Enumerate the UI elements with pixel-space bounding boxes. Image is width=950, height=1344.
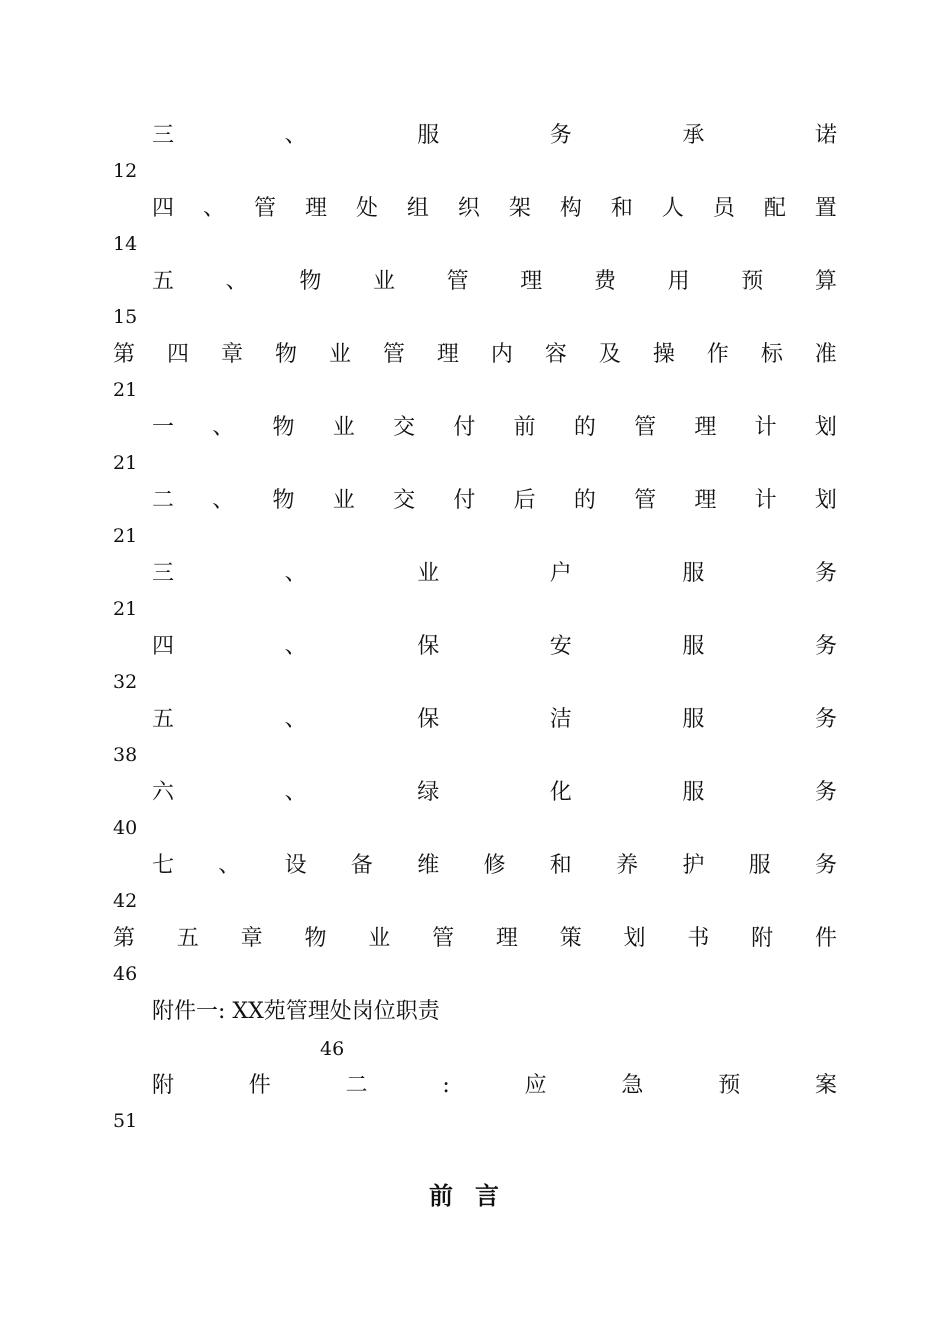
toc-title-char: 管 <box>253 196 276 221</box>
toc-entry-title <box>152 118 837 154</box>
toc-title-char: 服 <box>682 780 705 805</box>
toc-title-char: 保 <box>417 707 440 732</box>
toc-title-char: 诺 <box>814 123 837 148</box>
toc-title-char: 务 <box>814 780 837 805</box>
toc-title-char: 六 <box>152 780 175 805</box>
toc-title-char: 物 <box>272 415 295 440</box>
toc-title-char: 绿 <box>417 780 440 805</box>
toc-entry-title <box>152 1068 837 1104</box>
toc-title-char: 修 <box>483 853 506 878</box>
toc-title-char: 预 <box>741 269 764 294</box>
toc-title-char: 案 <box>814 1073 837 1098</box>
toc-title-char: 和 <box>610 196 633 221</box>
toc-title-char: 交 <box>393 488 416 513</box>
toc-title-char: 前 <box>513 415 536 440</box>
toc-title-char: 二 <box>152 488 175 513</box>
toc-title-char: 附 <box>751 926 774 951</box>
toc-title-char: 内 <box>490 342 513 367</box>
toc-title-char: 服 <box>748 853 771 878</box>
toc-title-char: 章 <box>220 342 243 367</box>
toc-title-char: 安 <box>549 634 572 659</box>
toc-title-char: 理 <box>495 926 518 951</box>
toc-title-char: 人 <box>661 196 684 221</box>
toc-line <box>0 337 950 401</box>
toc-page-number: 40 <box>113 817 138 839</box>
toc-title-char: 、 <box>212 415 235 440</box>
toc-page-number: 38 <box>113 744 138 766</box>
toc-title-char: 五 <box>152 707 175 732</box>
toc-entry-title <box>152 556 837 592</box>
toc-title-char: 理 <box>436 342 459 367</box>
toc-title-char: 、 <box>284 707 307 732</box>
toc-title-char: 划 <box>814 488 837 513</box>
toc-title-char: 四 <box>166 342 189 367</box>
toc-title-char: 管 <box>634 488 657 513</box>
toc-title-char: 户 <box>549 561 572 586</box>
toc-title-char: 组 <box>406 196 429 221</box>
toc-title-char: 设 <box>284 853 307 878</box>
toc-title-char: 业 <box>328 342 351 367</box>
toc-title-char: 、 <box>284 123 307 148</box>
toc-title-char: 付 <box>453 415 476 440</box>
toc-entry-title <box>152 410 837 446</box>
toc-title-char: 算 <box>814 269 837 294</box>
toc-line <box>0 629 950 693</box>
toc-title-char: 、 <box>202 196 225 221</box>
preface-heading: 前言 <box>429 1182 521 1210</box>
toc-title-char: 费 <box>593 269 616 294</box>
toc-entry-title <box>152 775 837 811</box>
toc-title-char: 物 <box>299 269 322 294</box>
toc-title-char: 业 <box>372 269 395 294</box>
toc-title-char: 件 <box>248 1073 271 1098</box>
toc-page-number: 46 <box>113 963 138 985</box>
toc-title-char: 处 <box>355 196 378 221</box>
toc-title-char: 准 <box>814 342 837 367</box>
toc-title-char: : <box>442 1073 450 1098</box>
toc-page-number: 32 <box>113 671 138 693</box>
toc-title-char: 章 <box>240 926 263 951</box>
toc-title-char: 、 <box>212 488 235 513</box>
toc-title-char: 保 <box>417 634 440 659</box>
toc-page-number: 15 <box>113 306 138 328</box>
toc-title-char: 四 <box>152 634 175 659</box>
toc-title-char: 七 <box>152 853 175 878</box>
toc-title-char: 计 <box>754 415 777 440</box>
toc-page-number: 14 <box>113 233 138 255</box>
toc-page-number: 51 <box>113 1110 138 1132</box>
toc-title-char: 附 <box>152 1073 175 1098</box>
toc-line <box>0 118 950 182</box>
toc-title-char: 二 <box>345 1073 368 1098</box>
toc-title-char: 服 <box>417 123 440 148</box>
toc-title-char: 务 <box>814 707 837 732</box>
toc-title-char: 件 <box>814 926 837 951</box>
toc-title-char: 物 <box>272 488 295 513</box>
toc-page-number: 21 <box>113 598 138 620</box>
toc-line <box>0 556 950 620</box>
toc-title-char: 承 <box>682 123 705 148</box>
toc-title-char: 急 <box>621 1073 644 1098</box>
toc-title-char: 五 <box>152 269 175 294</box>
toc-entry-title <box>152 702 837 738</box>
toc-title-char: 务 <box>549 123 572 148</box>
toc-title-char: 管 <box>382 342 405 367</box>
toc-title-char: 交 <box>393 415 416 440</box>
toc-title-char: 业 <box>368 926 391 951</box>
toc-line <box>0 775 950 839</box>
toc-page-number: 12 <box>113 160 138 182</box>
toc-line <box>0 1068 950 1132</box>
toc-title-char: 理 <box>304 196 327 221</box>
toc-title-char: 理 <box>520 269 543 294</box>
toc-entry-title <box>113 337 837 373</box>
toc-title-char: 划 <box>814 415 837 440</box>
toc-title-char: 书 <box>687 926 710 951</box>
toc-title-char: 员 <box>712 196 735 221</box>
toc-title-char: 五 <box>176 926 199 951</box>
toc-title-char: 的 <box>573 488 596 513</box>
toc-line <box>0 264 950 328</box>
toc-title-char: 管 <box>446 269 469 294</box>
toc-line <box>0 921 950 985</box>
toc-title-char: 、 <box>218 853 241 878</box>
toc-title-char: 一 <box>152 415 175 440</box>
toc-title-char: 置 <box>814 196 837 221</box>
toc-line <box>0 702 950 766</box>
toc-title-char: 作 <box>706 342 729 367</box>
toc-line <box>0 483 950 547</box>
toc-title-char: 业 <box>417 561 440 586</box>
toc-page-number: 21 <box>113 452 138 474</box>
toc-title-char: 划 <box>623 926 646 951</box>
toc-line <box>0 191 950 255</box>
toc-title-char: 务 <box>814 561 837 586</box>
toc-title-char: 护 <box>682 853 705 878</box>
toc-title-char: 和 <box>549 853 572 878</box>
toc-title-char: 服 <box>682 707 705 732</box>
toc-line <box>0 410 950 474</box>
toc-title-char: 标 <box>760 342 783 367</box>
toc-title-char: 预 <box>718 1073 741 1098</box>
toc-title-char: 服 <box>682 634 705 659</box>
toc-page-number: 42 <box>113 890 138 912</box>
toc-title-char: 化 <box>549 780 572 805</box>
toc-entry-title <box>152 191 837 227</box>
toc-page-number: 21 <box>113 379 138 401</box>
toc-title-char: 用 <box>667 269 690 294</box>
toc-title-char: 操 <box>652 342 675 367</box>
toc-title-char: 业 <box>332 488 355 513</box>
toc-title-char: 理 <box>694 415 717 440</box>
toc-title-char: 、 <box>284 634 307 659</box>
toc-title-char: 第 <box>113 926 136 951</box>
toc-title-char: 付 <box>453 488 476 513</box>
toc-title-char: 服 <box>682 561 705 586</box>
toc-title-char: 务 <box>814 853 837 878</box>
toc-title-char: 理 <box>694 488 717 513</box>
toc-title-char: 管 <box>432 926 455 951</box>
toc-title-char: 业 <box>332 415 355 440</box>
toc-title-char: 配 <box>763 196 786 221</box>
toc-title-char: 的 <box>573 415 596 440</box>
toc-title-char: 第 <box>113 342 136 367</box>
toc-title-char: 物 <box>304 926 327 951</box>
toc-title-char: 三 <box>152 561 175 586</box>
toc-title-char: 备 <box>350 853 373 878</box>
toc-title-char: 养 <box>616 853 639 878</box>
toc-title-char: 务 <box>814 634 837 659</box>
toc-page-number: 21 <box>113 525 138 547</box>
toc-title-char: 洁 <box>549 707 572 732</box>
toc-entry-title <box>152 629 837 665</box>
toc-title-char: 架 <box>508 196 531 221</box>
toc-title-char: 及 <box>598 342 621 367</box>
toc-entry-title <box>113 921 837 957</box>
toc-title-char: 构 <box>559 196 582 221</box>
toc-title-char: 计 <box>754 488 777 513</box>
toc-title-char: 四 <box>152 196 175 221</box>
toc-page-number: 46 <box>320 1038 345 1060</box>
toc-title-char: 维 <box>417 853 440 878</box>
toc-line <box>0 848 950 912</box>
toc-title-char: 物 <box>274 342 297 367</box>
toc-title-char: 、 <box>284 561 307 586</box>
toc-title-char: 织 <box>457 196 480 221</box>
toc-entry-appendix-one: 附件一: XX苑管理处岗位职责 <box>152 999 440 1024</box>
toc-title-char: 策 <box>559 926 582 951</box>
toc-title-char: 、 <box>225 269 248 294</box>
toc-entry-title <box>152 483 837 519</box>
toc-entry-title <box>152 264 837 300</box>
toc-title-char: 容 <box>544 342 567 367</box>
toc-entry-title <box>152 848 837 884</box>
toc-title-char: 管 <box>634 415 657 440</box>
toc-title-char: 应 <box>524 1073 547 1098</box>
toc-title-char: 、 <box>284 780 307 805</box>
toc-title-char: 后 <box>513 488 536 513</box>
toc-title-char: 三 <box>152 123 175 148</box>
